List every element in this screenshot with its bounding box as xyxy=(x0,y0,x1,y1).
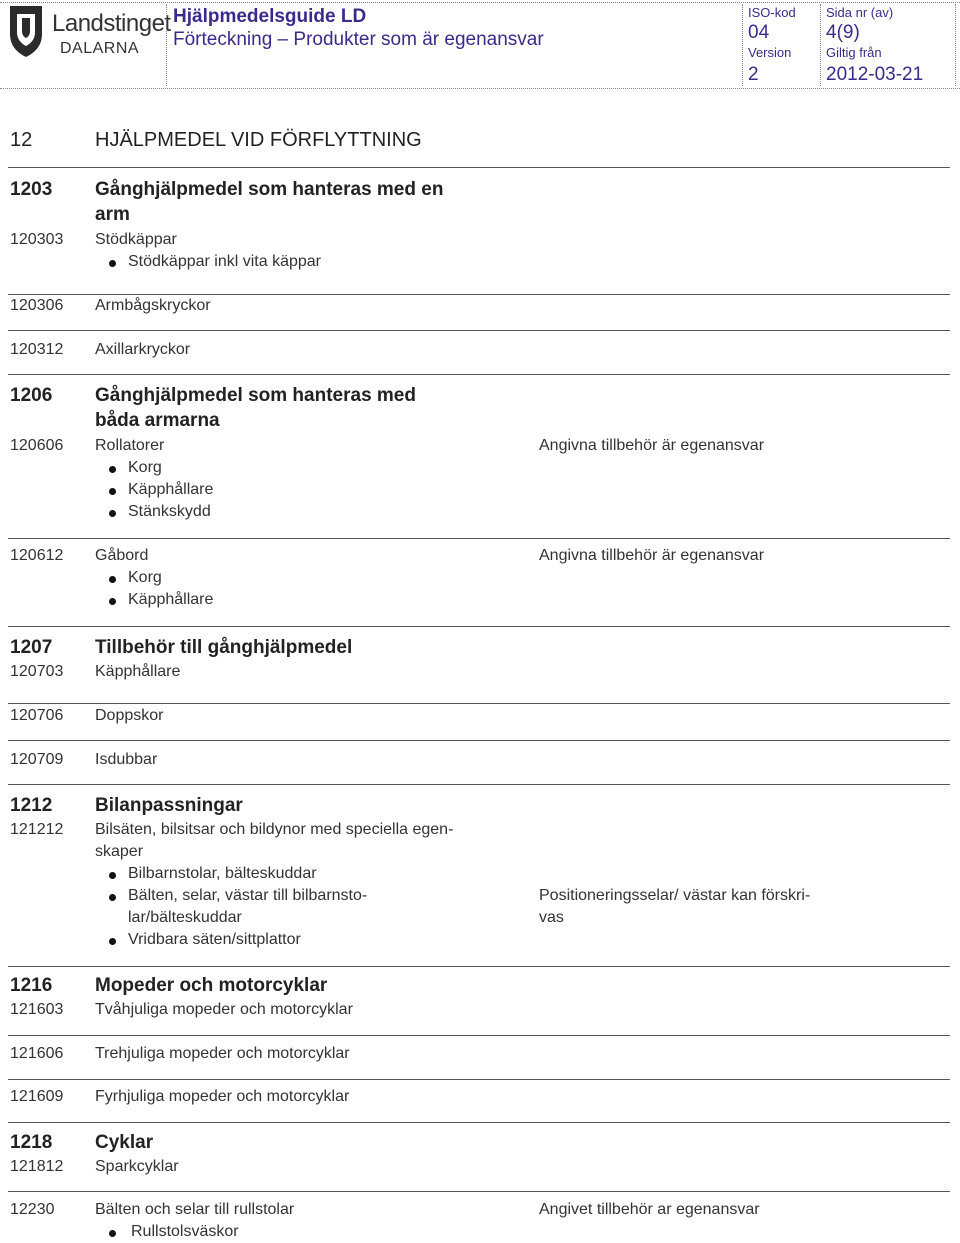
row-divider xyxy=(8,703,950,704)
header-border-top xyxy=(0,2,960,3)
header-divider xyxy=(955,4,956,86)
group-title: båda armarna xyxy=(95,410,220,431)
group-code: 1212 xyxy=(10,795,53,816)
group-title: Bilanpassningar xyxy=(95,795,243,816)
product-name: Isdubbar xyxy=(95,751,158,768)
row-divider xyxy=(8,294,950,295)
row-divider xyxy=(8,740,950,741)
row-divider xyxy=(8,1035,950,1036)
group-title: Gånghjälpmedel som hanteras med en xyxy=(95,179,444,200)
product-name: Bälten och selar till rullstolar xyxy=(95,1201,295,1218)
accessory-item: Bälten, selar, västar till bilbarnsto- xyxy=(128,887,368,904)
responsibility-note: Angivet tillbehör ar egenansvar xyxy=(539,1201,760,1218)
valid-from-label: Giltig från xyxy=(826,45,882,60)
product-name: Tvåhjuliga mopeder och motorcyklar xyxy=(95,1001,353,1018)
group-title: Gånghjälpmedel som hanteras med xyxy=(95,385,416,406)
bullet-icon xyxy=(109,938,116,945)
row-divider xyxy=(8,626,950,627)
product-name: Armbågskryckor xyxy=(95,297,211,314)
header-divider xyxy=(166,4,167,86)
row-divider xyxy=(8,374,950,375)
document-title: Hjälpmedelsguide LD xyxy=(173,6,367,27)
row-divider xyxy=(8,966,950,967)
accessory-item: Käpphållare xyxy=(128,591,214,608)
bullet-icon xyxy=(109,510,116,517)
product-name: Stödkäppar xyxy=(95,231,177,248)
bullet-icon xyxy=(109,488,116,495)
row-divider xyxy=(8,1079,950,1080)
group-code: 1218 xyxy=(10,1132,53,1153)
landstinget-dalarna-logo xyxy=(8,4,171,62)
valid-from-value: 2012-03-21 xyxy=(826,64,924,85)
row-divider xyxy=(8,1122,950,1123)
product-name: Fyrhjuliga mopeder och motorcyklar xyxy=(95,1088,350,1105)
bullet-icon xyxy=(109,872,116,879)
row-divider xyxy=(8,330,950,331)
version-label: Version xyxy=(748,45,792,60)
product-name: Sparkcyklar xyxy=(95,1158,179,1175)
accessory-item: Stänkskydd xyxy=(128,503,211,520)
accessory-item: lar/bälteskuddar xyxy=(128,909,242,926)
iso-item-code: 120606 xyxy=(10,437,64,454)
group-code: 1206 xyxy=(10,385,53,406)
responsibility-note: Positioneringsselar/ västar kan förskri- xyxy=(539,887,811,904)
product-name: Käpphållare xyxy=(95,663,181,680)
row-divider xyxy=(8,167,950,168)
bullet-icon xyxy=(109,576,116,583)
row-divider xyxy=(8,1191,950,1192)
group-title: arm xyxy=(95,204,130,225)
row-divider xyxy=(8,538,950,539)
iso-item-code: 120306 xyxy=(10,297,64,314)
product-name: Gåbord xyxy=(95,547,149,564)
accessory-item: Stödkäppar inkl vita käppar xyxy=(128,253,321,270)
dalarna-emblem-icon xyxy=(8,4,44,58)
iso-item-code: 12230 xyxy=(10,1201,55,1218)
product-name: skaper xyxy=(95,843,144,860)
group-code: 1203 xyxy=(10,179,53,200)
page-number-label: Sida nr (av) xyxy=(826,5,894,20)
group-title: Mopeder och motorcyklar xyxy=(95,975,328,996)
group-title: Tillbehör till gånghjälpmedel xyxy=(95,637,353,658)
iso-item-code: 121812 xyxy=(10,1158,64,1175)
product-name: Doppskor xyxy=(95,707,164,724)
row-divider xyxy=(8,784,950,785)
iso-item-code: 120312 xyxy=(10,341,64,358)
product-name: Axillarkryckor xyxy=(95,341,191,358)
product-name: Rollatorer xyxy=(95,437,165,454)
page-number-value: 4(9) xyxy=(826,22,860,43)
iso-item-code: 121606 xyxy=(10,1045,64,1062)
logo-wordmark: Landstinget xyxy=(52,10,171,37)
group-code: 1216 xyxy=(10,975,53,996)
iso-item-code: 120703 xyxy=(10,663,64,680)
iso-code-value: 04 xyxy=(748,22,770,43)
bullet-icon xyxy=(109,260,116,267)
bullet-icon xyxy=(109,466,116,473)
responsibility-note: vas xyxy=(539,909,564,926)
accessory-item: Käpphållare xyxy=(128,481,214,498)
accessory-item: Korg xyxy=(128,459,162,476)
section-title: HJÄLPMEDEL VID FÖRFLYTTNING xyxy=(95,129,422,151)
header-divider xyxy=(742,4,743,86)
group-title: Cyklar xyxy=(95,1132,154,1153)
group-code: 1207 xyxy=(10,637,53,658)
iso-item-code: 120303 xyxy=(10,231,64,248)
section-code: 12 xyxy=(10,129,33,151)
iso-item-code: 120706 xyxy=(10,707,64,724)
bullet-icon xyxy=(109,894,116,901)
iso-item-code: 121609 xyxy=(10,1088,64,1105)
header-divider xyxy=(820,4,821,86)
responsibility-note: Angivna tillbehör är egenansvar xyxy=(539,437,765,454)
iso-item-code: 120612 xyxy=(10,547,64,564)
product-name: Trehjuliga mopeder och motorcyklar xyxy=(95,1045,350,1062)
accessory-item: Bilbarnstolar, bälteskuddar xyxy=(128,865,317,882)
product-name: Bilsäten, bilsitsar och bildynor med speciella egen- xyxy=(95,821,454,838)
accessory-item: Vridbara säten/sittplattor xyxy=(128,931,301,948)
version-value: 2 xyxy=(748,64,759,85)
iso-item-code: 120709 xyxy=(10,751,64,768)
responsibility-note: Angivna tillbehör är egenansvar xyxy=(539,547,765,564)
bullet-icon xyxy=(109,598,116,605)
page-header xyxy=(0,0,960,92)
accessory-item: Rullstolsväskor xyxy=(131,1223,239,1240)
document-subtitle: Förteckning – Produkter som är egenansvar xyxy=(173,29,544,50)
accessory-item: Korg xyxy=(128,569,162,586)
logo-region: DALARNA xyxy=(60,40,140,57)
iso-item-code: 121212 xyxy=(10,821,64,838)
iso-code-label: ISO-kod xyxy=(748,5,796,20)
iso-item-code: 121603 xyxy=(10,1001,64,1018)
header-border-bottom xyxy=(0,88,960,89)
bullet-icon xyxy=(109,1230,116,1237)
